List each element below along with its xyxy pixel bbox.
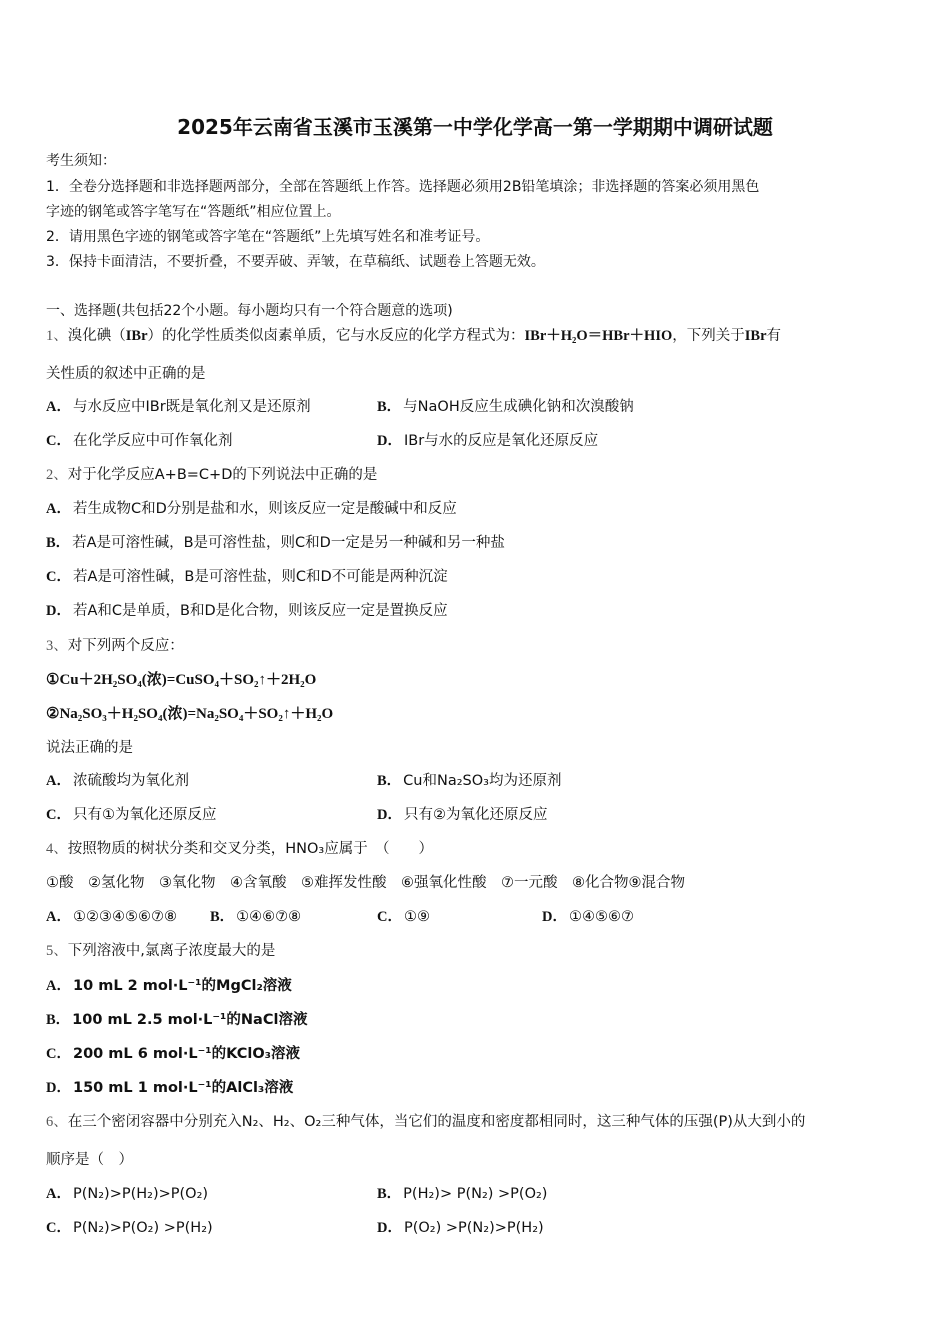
option-text: 浓硫酸均为氧化剂 xyxy=(72,773,189,789)
question-3-stem xyxy=(46,636,184,656)
question-3-option-c[interactable] xyxy=(46,805,216,825)
option-label: B． xyxy=(210,909,235,925)
option-label: D． xyxy=(46,1080,71,1096)
option-text: ①⑨ xyxy=(403,909,430,925)
formula: IBr xyxy=(744,328,767,344)
stem-text: ）的化学性质类似卤素单质，它与水反应的化学方程式为： xyxy=(147,328,525,344)
stem-text: 在三个密闭容器中分别充入N₂、H₂、O₂三种气体，当它们的温度和密度都相同时，这三种气体的压强(P)从大到小的 xyxy=(67,1114,806,1130)
question-1-option-d[interactable] xyxy=(377,431,598,451)
option-text: P(O₂) >P(N₂)>P(H₂) xyxy=(403,1220,544,1236)
option-text: 只有①为氧化还原反应 xyxy=(72,807,217,823)
question-6-option-c[interactable] xyxy=(46,1218,213,1238)
option-text: 若A是可溶性碱，B是可溶性盐，则C和D一定是另一种碱和另一种盐 xyxy=(72,535,505,551)
question-1-option-b[interactable] xyxy=(377,397,634,417)
option-text: 在化学反应中可作氧化剂 xyxy=(72,433,233,449)
question-1-stem xyxy=(46,326,781,346)
question-6-option-a[interactable] xyxy=(46,1184,208,1204)
question-number: 3、 xyxy=(46,638,68,654)
option-label: B． xyxy=(377,773,402,789)
question-2-stem xyxy=(46,465,377,485)
option-text: P(H₂)> P(N₂) >P(O₂) xyxy=(403,1186,548,1202)
option-text: 200 mL 6 mol·L⁻¹的KClO₃溶液 xyxy=(72,1046,300,1062)
question-1-option-a[interactable] xyxy=(46,397,311,417)
option-text: P(N₂)>P(O₂) >P(H₂) xyxy=(72,1220,213,1236)
formula: IBr xyxy=(125,328,148,344)
exam-title: 2025年云南省玉溪市玉溪第一中学化学高一第一学期期中调研试题 xyxy=(177,115,773,139)
question-3-option-d[interactable] xyxy=(377,805,547,825)
option-text: ①②③④⑤⑥⑦⑧ xyxy=(72,909,177,925)
option-text: 100 mL 2.5 mol·L⁻¹的NaCl溶液 xyxy=(72,1012,308,1028)
question-6-stem-cont: 顺序是（ ） xyxy=(46,1152,133,1168)
option-text: ①④⑥⑦⑧ xyxy=(236,909,302,925)
option-label: B． xyxy=(46,535,71,551)
question-1-stem-cont: 关性质的叙述中正确的是 xyxy=(46,366,206,382)
notice-item-2: 2．请用黑色字迹的钢笔或答字笔在“答题纸”上先填写姓名和准考证号。 xyxy=(46,229,490,245)
option-label: B． xyxy=(377,1186,402,1202)
question-5-option-a[interactable] xyxy=(46,976,292,996)
stem-text: 对下列两个反应： xyxy=(67,638,184,654)
question-6-option-b[interactable] xyxy=(377,1184,547,1204)
question-5-option-c[interactable] xyxy=(46,1044,300,1064)
question-5-option-b[interactable] xyxy=(46,1010,307,1030)
option-label: C． xyxy=(377,909,402,925)
option-label: D． xyxy=(377,1220,402,1236)
option-label: A． xyxy=(46,501,71,517)
option-text: 10 mL 2 mol·L⁻¹的MgCl₂溶液 xyxy=(72,978,292,994)
option-text: 与NaOH反应生成碘化钠和次溴酸钠 xyxy=(403,399,634,415)
notice-item-3: 3．保持卡面清洁，不要折叠，不要弄破、弄皱，在草稿纸、试题卷上答题无效。 xyxy=(46,254,545,270)
stem-text: 溴化碘（ xyxy=(67,328,126,344)
question-4-choices: ①酸 ②氢化物 ③氧化物 ④含氧酸 ⑤难挥发性酸 ⑥强氧化性酸 ⑦一元酸 ⑧化合物⑨混合物 xyxy=(46,875,685,891)
question-5-stem xyxy=(46,941,275,961)
stem-text: 按照物质的树状分类和交叉分类，HNO₃应属于 （ ） xyxy=(67,841,433,857)
question-number: 4、 xyxy=(46,841,68,857)
stem-text: 有 xyxy=(766,328,781,344)
question-5-option-d[interactable] xyxy=(46,1078,293,1098)
section-heading: 一、选择题(共包括22个小题。每小题均只有一个符合题意的选项) xyxy=(46,303,453,319)
question-2-option-c[interactable] xyxy=(46,567,448,587)
option-text: P(N₂)>P(H₂)>P(O₂) xyxy=(72,1186,209,1202)
reaction-1: ①Cu＋2H₂SO₄(浓)=CuSO₄＋SO₂↑＋2H₂O xyxy=(46,672,317,688)
option-text: 若A是可溶性碱，B是可溶性盐，则C和D不可能是两种沉淀 xyxy=(72,569,448,585)
option-label: D． xyxy=(46,603,71,619)
question-3-option-b[interactable] xyxy=(377,771,561,791)
question-6-stem xyxy=(46,1112,805,1132)
question-number: 6、 xyxy=(46,1114,68,1130)
option-text: 只有②为氧化还原反应 xyxy=(403,807,548,823)
question-1-option-c[interactable] xyxy=(46,431,232,451)
option-text: 若A和C是单质，B和D是化合物，则该反应一定是置换反应 xyxy=(72,603,448,619)
notice-item-1-cont: 字迹的钢笔或答字笔写在“答题纸”相应位置上。 xyxy=(46,204,341,220)
option-label: A． xyxy=(46,978,71,994)
notice-heading: 考生须知： xyxy=(46,153,116,169)
question-4-option-a[interactable] xyxy=(46,907,177,927)
question-4-option-c[interactable] xyxy=(377,907,430,927)
question-2-option-a[interactable] xyxy=(46,499,457,519)
option-label: C． xyxy=(46,1220,71,1236)
option-label: A． xyxy=(46,909,71,925)
stem-text: 对于化学反应A+B=C+D的下列说法中正确的是 xyxy=(67,467,378,483)
stem-text: ，下列关于 xyxy=(672,328,745,344)
question-6-option-d[interactable] xyxy=(377,1218,544,1238)
option-label: C． xyxy=(46,433,71,449)
option-label: C． xyxy=(46,807,71,823)
question-4-option-b[interactable] xyxy=(210,907,301,927)
option-label: A． xyxy=(46,773,71,789)
question-4-stem xyxy=(46,839,433,859)
option-text: 与水反应中IBr既是氧化剂又是还原剂 xyxy=(72,399,311,415)
question-number: 1、 xyxy=(46,328,68,344)
option-text: ①④⑤⑥⑦ xyxy=(568,909,634,925)
question-number: 5、 xyxy=(46,943,68,959)
option-label: D． xyxy=(377,433,402,449)
question-number: 2、 xyxy=(46,467,68,483)
question-3-prompt: 说法正确的是 xyxy=(46,740,133,756)
option-label: A． xyxy=(46,1186,71,1202)
option-label: D． xyxy=(542,909,567,925)
option-label: C． xyxy=(46,1046,71,1062)
option-label: D． xyxy=(377,807,402,823)
question-4-option-d[interactable] xyxy=(542,907,634,927)
question-3-option-a[interactable] xyxy=(46,771,189,791)
option-text: Cu和Na₂SO₃均为还原剂 xyxy=(403,773,562,789)
question-2-option-d[interactable] xyxy=(46,601,448,621)
stem-text: 下列溶液中,氯离子浓度最大的是 xyxy=(67,943,276,959)
option-label: B． xyxy=(377,399,402,415)
option-label: C． xyxy=(46,569,71,585)
option-text: 150 mL 1 mol·L⁻¹的AlCl₃溶液 xyxy=(72,1080,294,1096)
option-label: B． xyxy=(46,1012,71,1028)
option-text: 若生成物C和D分别是盐和水，则该反应一定是酸碱中和反应 xyxy=(72,501,457,517)
reaction-2: ②Na₂SO₃＋H₂SO₄(浓)=Na₂SO₄＋SO₂↑＋H₂O xyxy=(46,706,334,722)
question-2-option-b[interactable] xyxy=(46,533,505,553)
option-text: IBr与水的反应是氧化还原反应 xyxy=(403,433,599,449)
equation: IBr＋H₂O＝HBr＋HIO xyxy=(524,328,673,344)
notice-item-1: 1．全卷分选择题和非选择题两部分，全部在答题纸上作答。选择题必须用2B铅笔填涂；非选择题的答案必须用黑色 xyxy=(46,179,760,195)
option-label: A． xyxy=(46,399,71,415)
